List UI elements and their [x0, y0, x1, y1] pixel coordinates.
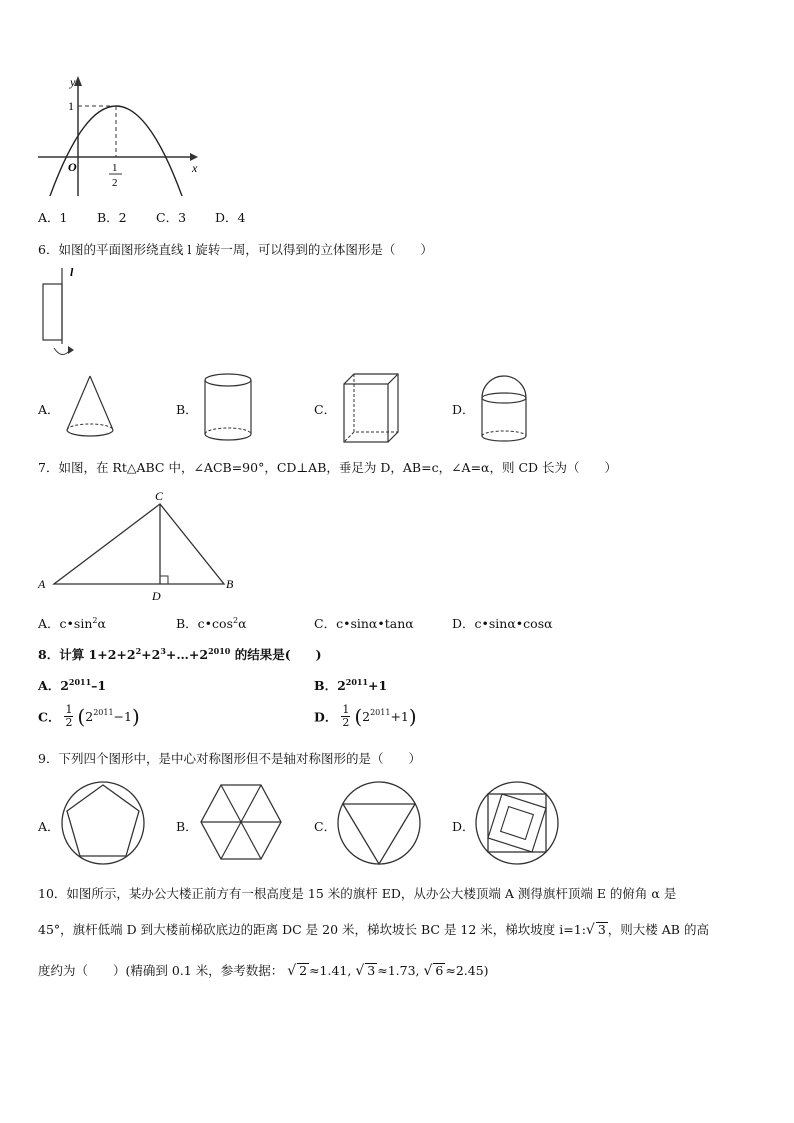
q7-option-b: B．$c•\cos^2\alpha$	[176, 616, 247, 631]
q5-option-d: D．4	[215, 210, 246, 225]
rotation-arrowhead	[68, 346, 74, 354]
q9-option-a-label: A．	[38, 819, 60, 834]
cylinder-icon	[200, 372, 260, 444]
q6-question: 6．如图的平面图形绕直线 l 旋转一周，可以得到的立体图形是（ ）	[38, 242, 433, 257]
q5-option-a: A．1	[38, 210, 68, 225]
q7-question: 7．如图，在 Rt△ABC 中，∠ACB=90°，CD⊥AB，垂足为 D，AB=c，∠A=α，则 CD 长为（ ）	[38, 460, 618, 475]
rotation-figure	[36, 264, 86, 364]
q9-option-d-label: D．	[452, 819, 475, 834]
circle-pentagon-icon	[60, 780, 146, 866]
x-axis-arrow	[190, 153, 198, 161]
right-angle-mark	[160, 576, 168, 584]
tick-half-num: 1	[112, 162, 118, 174]
q6-option-d-label: D．	[452, 402, 475, 417]
q6-option-c-label: C．	[314, 402, 337, 417]
x-label: x	[192, 161, 198, 175]
cone-icon	[60, 372, 120, 442]
origin-label: O	[68, 160, 77, 174]
tick-one: 1	[68, 99, 74, 113]
q9-option-b-label: B．	[176, 819, 198, 834]
q6-option-a-label: A．	[38, 402, 60, 417]
tick-half-den: 2	[112, 177, 118, 189]
label-d: D	[152, 589, 161, 603]
line-l-label: l	[70, 265, 74, 279]
q9-option-c-label: C．	[314, 819, 337, 834]
hexagon-icon	[198, 782, 284, 862]
q6-option-b-label: B．	[176, 402, 198, 417]
q5-option-b: B．2	[97, 210, 127, 225]
q8-option-d: D． $\frac{1}{2}$ $(2^{2011}+1)$	[314, 703, 417, 729]
triangle-abc	[54, 504, 224, 584]
q9-question: 9．下列四个图形中，是中心对称图形但不是轴对称图形的是（ ）	[38, 751, 421, 766]
circle-squares-icon	[474, 780, 560, 866]
triangle-figure	[34, 484, 244, 604]
q8-option-c: C． $\frac{1}{2}$ $(2^{2011}-1)$	[38, 703, 140, 729]
q10-line-1: 10．如图所示，某办公大楼正前方有一根高度是 15 米的旗杆 ED，从办公大楼顶端 A 测得旗杆顶端 E 的俯角 α 是	[38, 886, 677, 901]
rectangle-shape	[43, 284, 62, 340]
circle-triangle-icon	[336, 780, 422, 866]
label-c: C	[155, 489, 164, 503]
q8-option-b: B．$2^{2011}+1$	[314, 677, 388, 693]
label-b: B	[226, 577, 234, 591]
q7-option-a: A．$c•\sin^2\alpha$	[38, 616, 106, 631]
q7-option-c: C．c•sinα•tanα	[314, 616, 414, 631]
q10-line-3: 度约为（ ）(精确到 0.1 米，参考数据： √ 2 ≈1.41, √ 3 ≈1.73, √ 6 ≈2.45)	[38, 963, 489, 979]
q5-option-c: C．3	[156, 210, 187, 225]
q8-question: 8．计算 $1+2+2^2+2^3+\dots+2^{2010}$ 的结果是( )	[38, 646, 322, 662]
dome-cylinder-icon	[476, 372, 536, 444]
y-label: y	[70, 75, 76, 89]
parabola-graph	[32, 70, 212, 200]
cuboid-icon	[340, 370, 402, 446]
rotation-arrow	[54, 348, 70, 355]
label-a: A	[38, 577, 46, 591]
q7-option-d: D．c•sinα•cosα	[452, 616, 553, 631]
q10-line-2: 45°，旗杆低端 D 到大楼前梯砍底边的距离 DC 是 20 米，梯坎坡长 BC 是 12 米，梯坎坡度 i=1:√ 3 ，则大楼 AB 的高	[38, 922, 709, 938]
q8-option-a: A．$2^{2011}-1$	[38, 677, 107, 693]
